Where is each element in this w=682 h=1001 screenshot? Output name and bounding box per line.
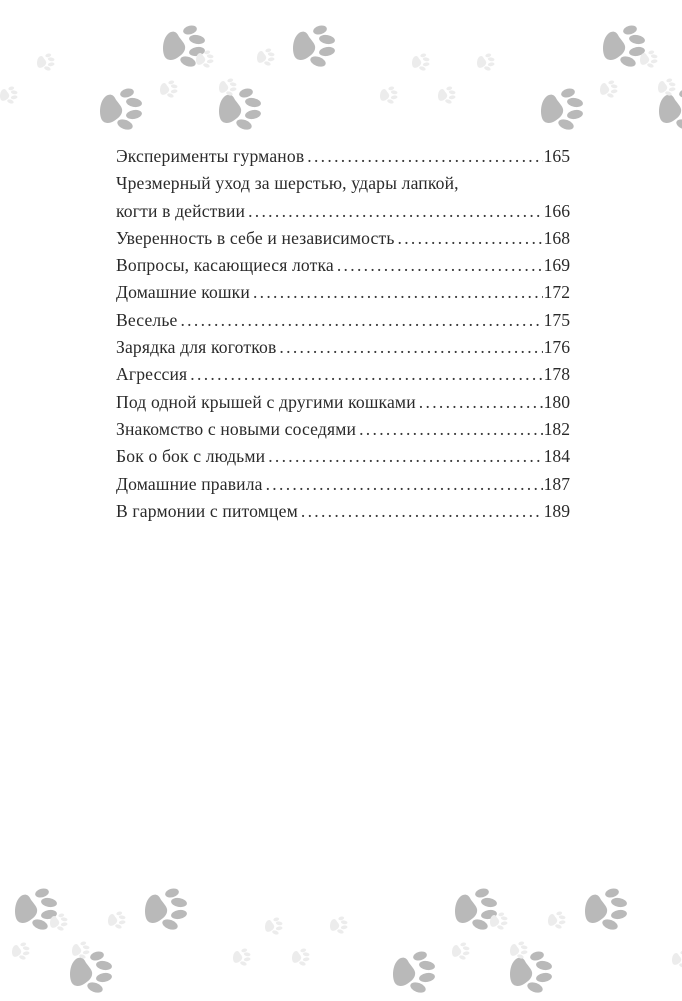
toc-entry-title-line1: Чрезмерный уход за шерстью, удары лапкой, bbox=[116, 173, 459, 194]
toc-page-number: 178 bbox=[543, 364, 570, 385]
dot-leader bbox=[268, 446, 542, 466]
toc-entry-title: Знакомство с новыми соседями bbox=[116, 418, 357, 439]
toc-entry-title: Эксперименты гурманов bbox=[116, 146, 305, 166]
toc-page-number: 165 bbox=[543, 146, 570, 166]
paw-print-icon bbox=[640, 50, 660, 68]
paw-print-icon bbox=[412, 53, 432, 71]
paw-print-icon bbox=[292, 948, 312, 966]
toc-entry-litter-box[interactable] bbox=[116, 255, 570, 282]
paw-print-icon bbox=[219, 78, 239, 96]
dot-leader bbox=[190, 364, 542, 384]
paw-print-icon bbox=[70, 951, 118, 993]
paw-print-icon bbox=[541, 88, 589, 130]
paw-print-icon bbox=[452, 942, 472, 960]
paw-print-icon bbox=[477, 53, 497, 71]
toc-entry-fun[interactable] bbox=[116, 310, 570, 337]
dot-leader bbox=[253, 282, 543, 302]
paw-print-icon bbox=[603, 25, 651, 67]
toc-page-number: 172 bbox=[543, 282, 570, 303]
dot-leader bbox=[398, 228, 543, 248]
table-of-contents bbox=[116, 146, 570, 528]
paw-print-icon bbox=[330, 916, 350, 934]
paw-print-icon bbox=[293, 25, 341, 67]
paw-print-icon bbox=[548, 911, 568, 929]
toc-entry-title: В гармонии с питомцем bbox=[116, 500, 298, 521]
paw-print-icon bbox=[257, 48, 277, 66]
toc-entry-title: Вопросы, касающиеся лотка bbox=[116, 255, 334, 276]
dot-leader bbox=[279, 337, 542, 357]
paw-print-icon bbox=[15, 888, 63, 930]
toc-entry-with-people[interactable] bbox=[116, 446, 570, 473]
toc-entry-title: Агрессия bbox=[116, 364, 188, 385]
paw-print-icon bbox=[510, 951, 558, 993]
toc-page-number: 169 bbox=[543, 255, 570, 276]
toc-entry-title: Под одной крышей с другими кошками bbox=[116, 391, 416, 412]
toc-entry-title: Зарядка для коготков bbox=[116, 337, 277, 358]
toc-entry-title: когти в действии bbox=[116, 200, 246, 221]
dot-leader bbox=[180, 310, 542, 330]
paw-print-icon bbox=[12, 942, 32, 960]
paw-print-icon bbox=[145, 888, 193, 930]
toc-entry-house-rules[interactable] bbox=[116, 474, 570, 501]
toc-page-number: 166 bbox=[543, 200, 570, 221]
toc-page-number: 184 bbox=[543, 446, 570, 467]
paw-print-icon bbox=[510, 941, 530, 959]
toc-page-number: 180 bbox=[543, 391, 570, 412]
paw-print-icon bbox=[163, 25, 211, 67]
toc-entry-aggression[interactable] bbox=[116, 364, 570, 391]
paw-print-icon bbox=[219, 88, 267, 130]
dot-leader bbox=[248, 201, 543, 221]
paw-print-icon bbox=[658, 78, 678, 96]
paw-print-icon bbox=[672, 950, 682, 968]
dot-leader bbox=[337, 255, 543, 275]
paw-print-icon bbox=[160, 80, 180, 98]
dot-leader bbox=[301, 501, 543, 521]
paw-print-icon bbox=[100, 88, 148, 130]
paw-print-icon bbox=[233, 948, 253, 966]
toc-page-number: 176 bbox=[543, 337, 570, 358]
toc-page-number: 182 bbox=[543, 418, 570, 439]
toc-entry-title: Домашние правила bbox=[116, 473, 263, 494]
toc-page-number: 187 bbox=[543, 473, 570, 494]
paw-print-icon bbox=[265, 917, 285, 935]
toc-entry-gourmet-experiments[interactable] bbox=[116, 146, 570, 173]
toc-entry-grooming-line1[interactable] bbox=[116, 173, 570, 200]
toc-entry-harmony[interactable] bbox=[116, 501, 570, 528]
toc-page-number: 168 bbox=[543, 227, 570, 248]
paw-print-icon bbox=[50, 913, 70, 931]
dot-leader bbox=[307, 146, 542, 166]
paw-print-icon bbox=[455, 888, 503, 930]
toc-entry-claw-exercise[interactable] bbox=[116, 337, 570, 364]
dot-leader bbox=[419, 392, 543, 412]
paw-print-icon bbox=[393, 951, 441, 993]
paw-print-icon bbox=[72, 941, 92, 959]
toc-entry-title: Домашние кошки bbox=[116, 282, 250, 303]
paw-print-icon bbox=[490, 912, 510, 930]
toc-entry-other-cats[interactable] bbox=[116, 392, 570, 419]
toc-entry-new-neighbors[interactable] bbox=[116, 419, 570, 446]
paw-print-icon bbox=[108, 911, 128, 929]
dot-leader bbox=[266, 474, 543, 494]
paw-print-icon bbox=[600, 80, 620, 98]
paw-print-icon bbox=[585, 888, 633, 930]
dot-leader bbox=[359, 419, 543, 439]
paw-print-icon bbox=[380, 86, 400, 104]
paw-print-icon bbox=[659, 88, 682, 130]
toc-entry-title: Веселье bbox=[116, 309, 178, 330]
paw-print-icon bbox=[196, 50, 216, 68]
toc-page-number: 175 bbox=[543, 309, 570, 330]
toc-entry-confidence[interactable] bbox=[116, 228, 570, 255]
toc-page-number: 189 bbox=[543, 500, 570, 521]
paw-print-icon bbox=[438, 86, 458, 104]
toc-entry-grooming[interactable] bbox=[116, 201, 570, 228]
paw-print-icon bbox=[37, 53, 57, 71]
toc-entry-house-cats[interactable] bbox=[116, 282, 570, 309]
toc-entry-title: Бок о бок с людьми bbox=[116, 446, 266, 467]
toc-entry-title: Уверенность в себе и независимость bbox=[116, 227, 395, 248]
paw-print-icon bbox=[0, 86, 20, 104]
